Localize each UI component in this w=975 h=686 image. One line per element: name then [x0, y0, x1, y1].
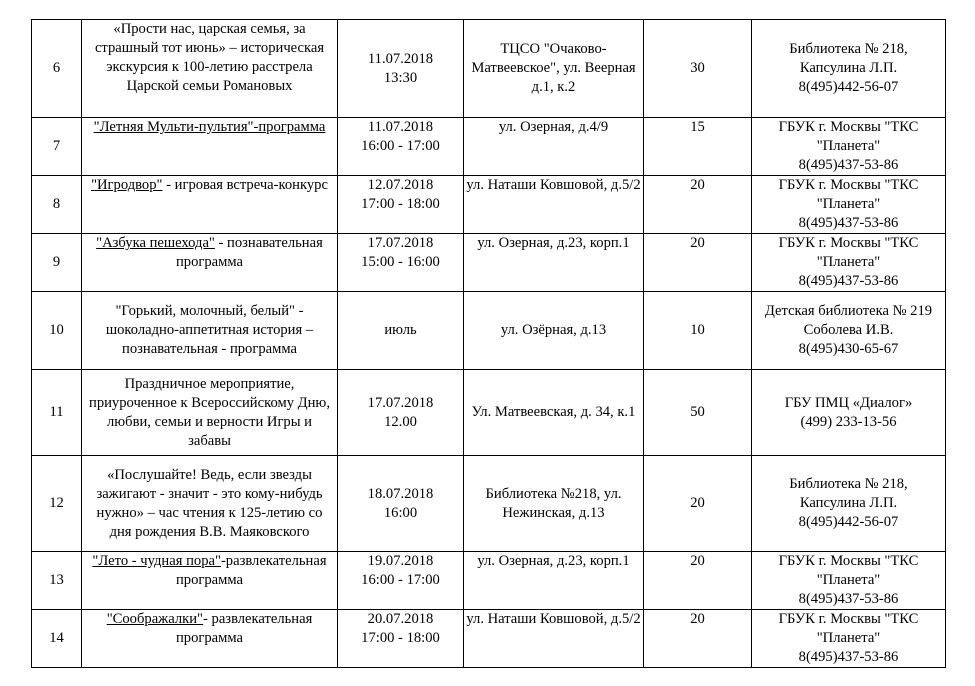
row-number: 7	[32, 118, 82, 176]
organizer-line-2: "Планета"	[816, 254, 881, 270]
event-title-rest: программа	[258, 119, 326, 135]
event-place: ул. Наташи Ковшовой, д.5/2	[464, 610, 644, 668]
event-organizer	[752, 292, 946, 370]
event-organizer	[752, 370, 946, 456]
table-row	[32, 552, 946, 610]
event-title-rest: - развлекательная программа	[175, 611, 313, 646]
row-number: 14	[32, 610, 82, 668]
organizer-line-3: 8(495)437-53-86	[798, 157, 899, 173]
organizer-line-3: 8(495)430-65-67	[798, 341, 899, 357]
table-row	[32, 118, 946, 176]
event-title	[82, 234, 338, 292]
event-datetime	[338, 610, 464, 668]
event-title-text: «Послушайте! Ведь, если звезды зажигают - значит - это кому-нибудь нужно» – час чтения к 125-летию со дня рождения В.В. Маяковского	[96, 466, 323, 540]
organizer-line-1: Библиотека № 218,	[789, 476, 908, 492]
organizer-line-3: 8(495)437-53-86	[798, 273, 899, 289]
event-date: 18.07.2018	[367, 485, 434, 502]
event-date: 20.07.2018	[367, 611, 434, 627]
organizer-line-1: ГБУ ПМЦ «Диалог»	[784, 394, 913, 411]
organizer-line-2: "Планета"	[816, 138, 881, 154]
event-place: ул. Озерная, д.4/9	[464, 118, 644, 176]
event-date: 11.07.2018	[367, 50, 434, 67]
event-datetime	[338, 292, 464, 370]
row-number: 12	[32, 456, 82, 552]
event-place: ул. Наташи Ковшовой, д.5/2	[464, 176, 644, 234]
organizer-line-1: ГБУК г. Москвы "ТКС	[778, 611, 919, 627]
organizer-line-2: Капсулина Л.П.	[799, 60, 898, 76]
event-datetime	[338, 552, 464, 610]
event-time: 12.00	[384, 413, 417, 430]
event-count: 50	[644, 370, 752, 456]
event-title-text: "Горький, молочный, белый" - шоколадно-аппетитная история – познавательная - программа	[105, 303, 314, 357]
event-title	[82, 20, 338, 118]
organizer-line-3: 8(495)442-56-07	[798, 514, 899, 530]
event-title-link[interactable]: "Лето - чудная пора"	[92, 553, 221, 569]
organizer-line-3: 8(495)442-56-07	[798, 79, 899, 95]
organizer-line-2: "Планета"	[816, 196, 881, 212]
organizer-line-2: "Планета"	[816, 630, 881, 646]
event-count: 20	[644, 610, 752, 668]
event-title-link[interactable]: "Соображалки"	[106, 611, 204, 627]
event-organizer	[752, 20, 946, 118]
event-title-rest: - познавательная программа	[175, 235, 323, 270]
event-place: ул. Озерная, д.23, корп.1	[464, 552, 644, 610]
organizer-line-1: ГБУК г. Москвы "ТКС	[778, 553, 919, 569]
event-count: 20	[644, 552, 752, 610]
event-date: 17.07.2018	[367, 394, 434, 411]
row-number: 13	[32, 552, 82, 610]
event-time: 17:00 - 18:00	[361, 196, 440, 212]
event-count: 20	[644, 176, 752, 234]
event-place: ул. Озёрная, д.13	[464, 292, 644, 370]
event-title-text: Праздничное мероприятие, приуроченное к Всероссийскому Дню, любви, семьи и верности Игры и забавы	[89, 375, 330, 449]
event-organizer	[752, 234, 946, 292]
event-date: 17.07.2018	[367, 235, 434, 251]
table-row	[32, 292, 946, 370]
event-title	[82, 456, 338, 552]
event-datetime	[338, 456, 464, 552]
row-number: 6	[32, 20, 82, 118]
event-title	[82, 292, 338, 370]
event-title-rest: - игровая встреча-конкурс	[162, 177, 328, 193]
event-title	[82, 118, 338, 176]
row-number: 9	[32, 234, 82, 292]
organizer-line-2: (499) 233-13-56	[800, 413, 897, 430]
event-count: 30	[644, 20, 752, 118]
organizer-line-1: Библиотека № 218,	[789, 41, 908, 57]
table-row	[32, 234, 946, 292]
organizer-line-1: ГБУК г. Москвы "ТКС	[778, 119, 919, 135]
event-place: ТЦСО "Очаково-Матвеевское", ул. Веерная д.1, к.2	[464, 20, 644, 118]
table-row	[32, 456, 946, 552]
organizer-line-2: Капсулина Л.П.	[799, 495, 898, 511]
event-title-link[interactable]: "Летняя Мульти-пультия"-	[93, 119, 259, 135]
event-time: 13:30	[383, 69, 418, 86]
organizer-line-1: Детская библиотека № 219	[764, 303, 933, 319]
event-title	[82, 610, 338, 668]
event-place: Библиотека №218, ул. Нежинская, д.13	[464, 456, 644, 552]
event-count: 20	[644, 456, 752, 552]
event-time: 16:00 - 17:00	[361, 572, 440, 588]
event-date: 11.07.2018	[367, 119, 434, 135]
organizer-line-1: ГБУК г. Москвы "ТКС	[778, 177, 919, 193]
event-datetime	[338, 370, 464, 456]
event-time: 16:00	[383, 504, 418, 521]
event-title-link[interactable]: "Азбука пешехода"	[96, 235, 215, 251]
event-title	[82, 176, 338, 234]
event-title	[82, 370, 338, 456]
event-date: 12.07.2018	[367, 177, 434, 193]
event-time: 16:00 - 17:00	[361, 138, 440, 154]
event-organizer	[752, 610, 946, 668]
row-number: 8	[32, 176, 82, 234]
organizer-line-3: 8(495)437-53-86	[798, 649, 899, 665]
row-number: 10	[32, 292, 82, 370]
organizer-line-1: ГБУК г. Москвы "ТКС	[778, 235, 919, 251]
table-row	[32, 20, 946, 118]
organizer-line-3: 8(495)437-53-86	[798, 215, 899, 231]
event-time: 15:00 - 16:00	[361, 254, 440, 270]
event-count: 20	[644, 234, 752, 292]
organizer-line-2: "Планета"	[816, 572, 881, 588]
event-title	[82, 552, 338, 610]
event-date: 19.07.2018	[367, 553, 434, 569]
event-organizer	[752, 552, 946, 610]
event-place: Ул. Матвеевская, д. 34, к.1	[464, 370, 644, 456]
event-organizer	[752, 176, 946, 234]
event-count: 10	[644, 292, 752, 370]
table-row	[32, 610, 946, 668]
event-title-text: «Прости нас, царская семья, за страшный тот июнь» – историческая экскурсия к 100-летию расстрела Царской семьи Романовых	[94, 21, 325, 94]
event-datetime	[338, 234, 464, 292]
event-count: 15	[644, 118, 752, 176]
table-row	[32, 370, 946, 456]
event-time: 17:00 - 18:00	[361, 630, 440, 646]
event-date: июль	[384, 322, 417, 338]
event-title-link[interactable]: "Игродвор"	[91, 177, 163, 193]
event-place: ул. Озерная, д.23, корп.1	[464, 234, 644, 292]
events-table	[31, 19, 946, 668]
event-datetime	[338, 176, 464, 234]
row-number: 11	[32, 370, 82, 456]
event-organizer	[752, 118, 946, 176]
event-title-rest: -развлекательная программа	[175, 553, 327, 588]
table-row	[32, 176, 946, 234]
event-datetime	[338, 20, 464, 118]
event-organizer	[752, 456, 946, 552]
organizer-line-3: 8(495)437-53-86	[798, 591, 899, 607]
organizer-line-2: Соболева И.В.	[803, 322, 894, 338]
event-datetime	[338, 118, 464, 176]
